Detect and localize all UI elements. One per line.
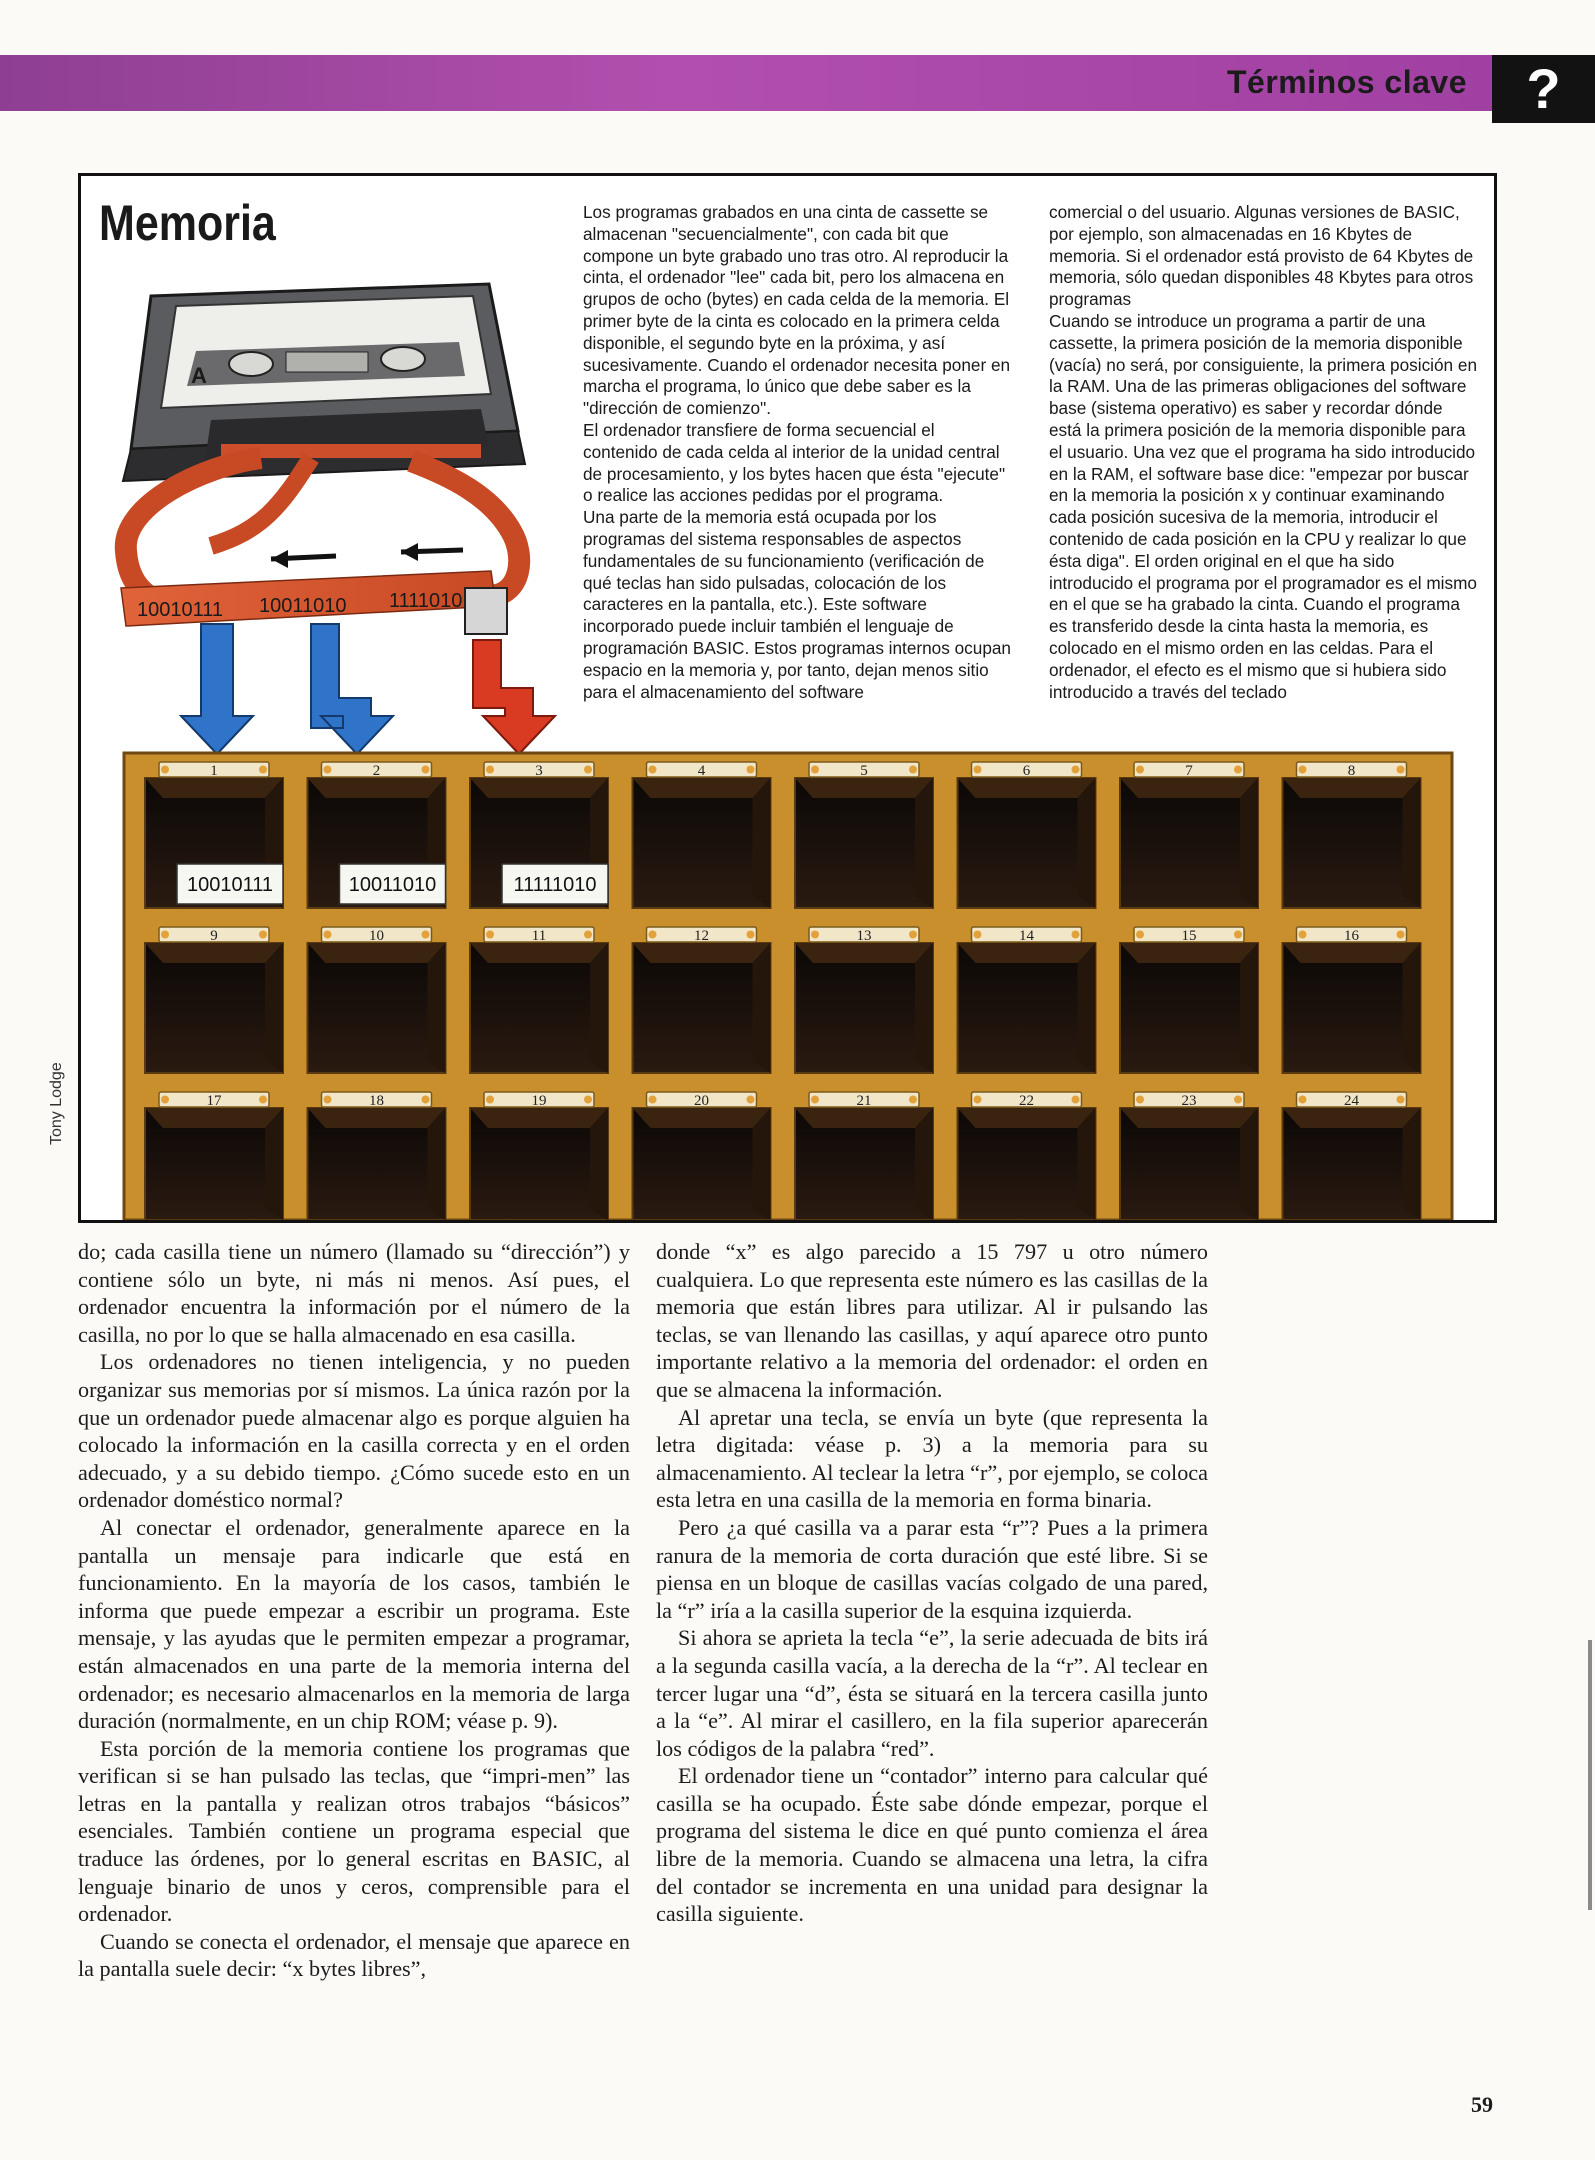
section-title: Términos clave	[1227, 64, 1467, 100]
memory-cell	[958, 1092, 1096, 1220]
memory-cell	[1283, 927, 1421, 1073]
memory-cell	[308, 927, 446, 1073]
read-head	[465, 588, 507, 634]
arrow-1	[181, 624, 253, 754]
paragraph: Al apretar una tecla, se envía un byte (que representa la letra digitada: véase p. 3) a la memoria para su almacenamiento. Al teclear la letra “r”, por ejemplo, se coloca esta letra en una casilla de la memoria en forma binaria.	[656, 1404, 1208, 1513]
memory-cell	[1120, 927, 1258, 1073]
cell-number: 8	[1347, 763, 1356, 779]
memory-cell	[145, 927, 283, 1073]
memory-cell	[795, 927, 933, 1073]
cell-number: 6	[1022, 763, 1031, 779]
cassette	[123, 284, 525, 481]
cell-number: 23	[1181, 1093, 1197, 1109]
memory-cell	[145, 1092, 283, 1220]
memory-cell	[795, 762, 933, 908]
paragraph: El ordenador tiene un “contador” interno para calcular qué casilla se ha ocupado. Éste sabe dónde empezar, porque el programa del sistema le dice en qué punto comienza el área libre de la memoria. Cuando se almacena una letra, la cifra del contador se incrementa en una unidad para designar la casilla siguiente.	[656, 1763, 1208, 1927]
cassette-side-label: A	[191, 363, 207, 388]
cell-content: 10010111	[186, 874, 274, 896]
cell-number: 20	[694, 1093, 709, 1109]
paragraph: Los ordenadores no tienen inteligencia, y no pueden organizar sus memorias por sí mismos. La única razón por la que un ordenador puede almacenar algo es porque alguien ha colocado la información en la casilla correcta y en el orden adecuado, y a su debido tiempo. ¿Cómo sucede esto en un ordenador doméstico normal?	[78, 1349, 630, 1513]
memory-cell	[958, 762, 1096, 908]
cell-content: 10011010	[348, 874, 437, 896]
question-mark-icon: ?	[1492, 55, 1595, 123]
memory-cell	[1283, 1092, 1421, 1220]
cell-number: 13	[856, 928, 872, 944]
page-number: 59	[1471, 2092, 1493, 2117]
illustrator-credit: Tony Lodge	[48, 1062, 65, 1145]
paragraph: Esta porción de la memoria contiene los programas que verifican si se han pulsado las teclas, que “impri-men” las letras en la pantalla y realizan otros trabajos “básicos” esenciales. También contiene un programa especial que traduce las órdenes, por lo general escritas en BASIC, al lenguaje binario de unos y ceros, comprensible para el ordenador.	[78, 1735, 630, 1927]
memory-cell	[795, 1092, 933, 1220]
cell-number: 15	[1181, 928, 1197, 944]
feature-text-column-1: Los programas grabados en una cinta de cassette se almacenan "secuencialmente", con cada bit que compone un byte grabado uno tras otro. Al reproducir la cinta, el ordenador "lee" cada bit, pero los almacena en grupos de ocho (bytes) en cada celda de la memoria. El primer byte de la cinta es colocado en la primera celda disponible, el segundo byte en la próxima, y así sucesivamente. Cuando el ordenador necesita poner en marcha el programa, lo único que debe saber es la "dirección de comienzo". El ordenador transfiere de forma secuencial el contenido de cada celda al interior de la unidad central de procesamiento, y los bytes hacen que ésta "ejecute" o realice las acciones pedidas por el programa. Una parte de la memoria está ocupada por los programas del sistema responsables de aspectos fundamentales de su funcionamiento (verificación de qué teclas han sido pulsadas, colocación de los caracteres en la pantalla, etc.). Este software incorporado puede incluir también el lenguaje de programación BASIC. Estos programas internos ocupan espacio en la memoria y, por tanto, dejan menos sitio para el almacenamiento del software	[583, 202, 1011, 702]
memory-cell	[1283, 762, 1421, 908]
cell-number: 11	[531, 928, 547, 944]
cell-number: 2	[372, 763, 381, 779]
memory-cell	[308, 762, 446, 908]
cell-number: 19	[531, 1093, 547, 1109]
tape-code-2: 10011010	[259, 595, 347, 617]
cell-content: 11111010	[513, 874, 597, 896]
cell-number: 17	[206, 1093, 222, 1109]
feature-text-column-2: comercial o del usuario. Algunas versiones de BASIC, por ejemplo, son almacenadas en 16 Kbytes de memoria. Si el ordenador está provisto de 64 Kbytes de memoria, sólo quedan disponibles 48 Kbytes para otros programas Cuando se introduce un programa a partir de una cassette, la primera posición de la memoria disponible (vacía) no será, por consiguiente, la primera posición en la RAM. Una de las primeras obligaciones del software base (sistema operativo) es saber y recordar dónde está la primera posición de la memoria disponible para el usuario. Una vez que el programa ha sido introducido en la RAM, el software base dice: "empezar por buscar en la memoria la posición x y continuar examinando cada posición sucesiva de la memoria, introducir el contenido de cada posición en la CPU y realizar lo que ésta diga". El orden original en el que ha sido introducido el programa por el programador es el mismo en el que se ha grabado la cinta. Cuando el programa es transferido desde la cinta hasta la memoria, es colocado en el mismo orden en las celdas. Para el ordenador, el efecto es el mismo que si hubiera sido introducido a través del teclado	[1049, 202, 1478, 702]
cell-number: 21	[856, 1093, 872, 1109]
memory-cell	[633, 762, 771, 908]
tape-code-1: 10010111	[137, 599, 224, 621]
paragraph: donde “x” es algo parecido a 15 797 u otro número cualquiera. Lo que representa este número es las casillas de la memoria que están libres para utilizar. Al ir pulsando las teclas, se van llenando las casillas, y aquí aparece otro punto importante relativo a la memoria del ordenador: el orden en que se almacena la información.	[656, 1239, 1208, 1402]
cell-number: 4	[697, 763, 706, 779]
arrow-2	[311, 624, 393, 754]
memory-cell	[1120, 762, 1258, 908]
paragraph: Cuando se conecta el ordenador, el mensaje que aparece en la pantalla suele decir: “x bytes libres”,	[78, 1928, 630, 1982]
cell-number: 16	[1344, 928, 1359, 944]
arrows	[181, 624, 555, 754]
paragraph: do; cada casilla tiene un número (llamado su “dirección”) y contiene sólo un byte, ni más ni menos. Así pues, el ordenador encuentra la información por el número de la casilla, no por lo que se halla almacenado en esa casilla.	[78, 1239, 630, 1347]
memory-cell	[1120, 1092, 1258, 1220]
paragraph: Pero ¿a qué casilla va a parar esta “r”? Pues a la primera ranura de la memoria de corta duración que esté libre. Si se piensa en un bloque de casillas vacías colgado de una pared, la “r” iría a la casilla superior de la esquina izquierda.	[656, 1514, 1208, 1623]
cell-number: 3	[535, 763, 543, 779]
paragraph: Si ahora se aprieta la tecla “e”, la serie adecuada de bits irá a la segunda casilla vacía, a la derecha de la “r”. Al teclear en tercer lugar una “d”, ésta se situará en la tercera casilla junto a la “e”. Al mirar el casillero, en la fila superior aparecerán los códigos de la palabra “red”.	[656, 1625, 1208, 1761]
feature-box	[78, 173, 1497, 1223]
memory-cell	[470, 1092, 608, 1220]
tape-code-3: 1111010	[389, 590, 463, 612]
cell-number: 5	[860, 763, 868, 779]
pigeonhole-rack	[124, 753, 1452, 1220]
cell-number: 14	[1019, 928, 1034, 944]
cell-number: 10	[369, 928, 384, 944]
tape	[121, 458, 519, 634]
body-column-right	[656, 1238, 1208, 1928]
memory-cell	[958, 927, 1096, 1073]
feature-title: Memoria	[99, 195, 276, 251]
cell-number: 22	[1019, 1093, 1034, 1109]
cell-number: 24	[1344, 1093, 1359, 1109]
paragraph: Al conectar el ordenador, generalmente aparece en la pantalla un mensaje para indicarle que está en funcionamiento. En la mayoría de los casos, también le informa que puede empezar a escribir un programa. Este mensaje, y las ayudas que le permiten empezar a programar, están almacenados en una parte de la memoria interna del ordenador; es necesario almacenarlos en la memoria de larga duración (normalmente, en un chip ROM; véase p. 9).	[78, 1514, 630, 1734]
arrow-3	[473, 640, 555, 754]
body-column-left	[78, 1238, 630, 1983]
memory-cell	[633, 927, 771, 1073]
memory-cell	[145, 762, 283, 908]
cell-number: 12	[694, 928, 709, 944]
cell-number: 18	[369, 1093, 384, 1109]
cell-number: 1	[210, 763, 218, 779]
cell-number: 9	[210, 928, 218, 944]
memory-cell	[633, 1092, 771, 1220]
memory-cell	[308, 1092, 446, 1220]
memory-cell	[470, 762, 608, 908]
memory-cell	[470, 927, 608, 1073]
cell-number: 7	[1185, 763, 1193, 779]
page-edge	[1588, 1640, 1592, 1910]
